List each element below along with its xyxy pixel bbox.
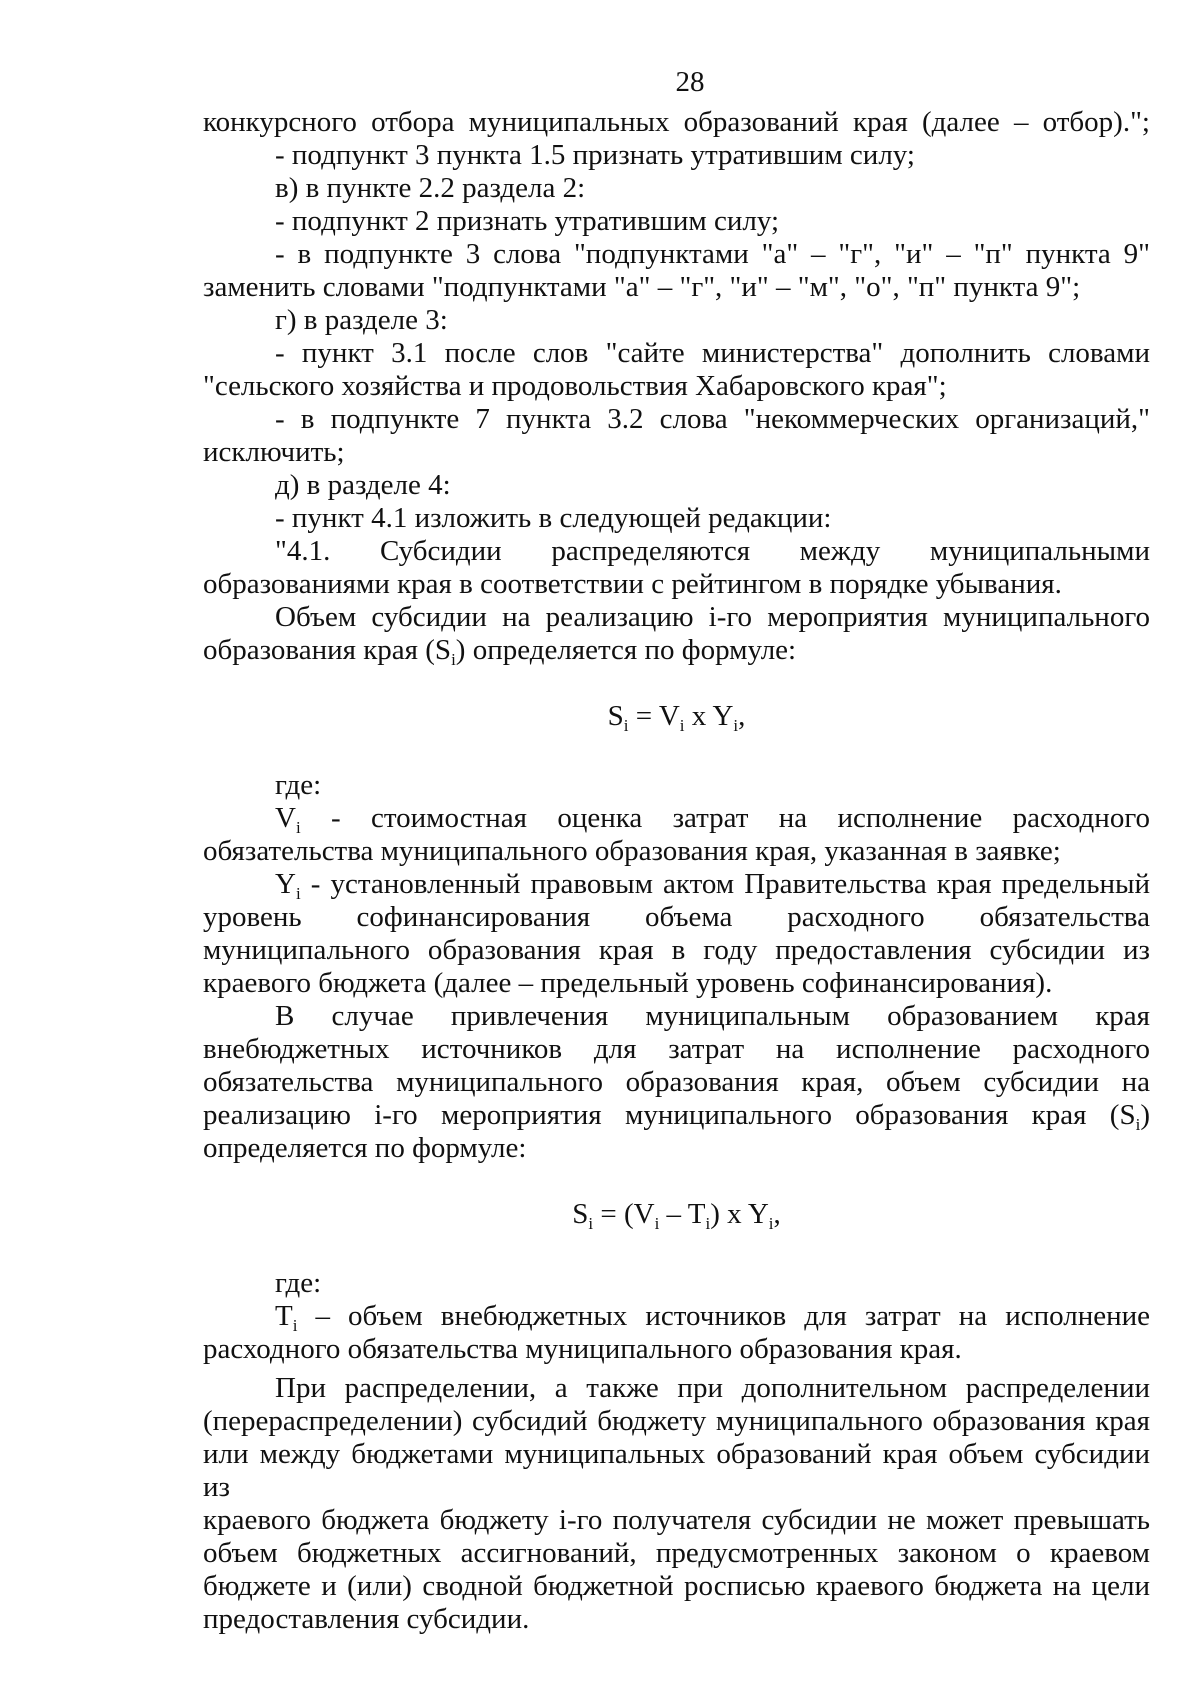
paragraph-line xyxy=(203,802,1150,835)
formula-symbol: Y xyxy=(712,700,734,732)
paragraph-line: - в подпункте 3 слова "подпунктами "а" – "г", "и" – "п" пункта 9" xyxy=(275,238,1150,270)
formula-operator: x xyxy=(684,700,713,732)
paragraph-line: В случае привлечения муниципальным образованием края xyxy=(275,1000,1150,1032)
paragraph-line: расходного обязательства муниципального образования края. xyxy=(203,1333,962,1365)
formula-punct: ( xyxy=(623,1198,634,1230)
paragraph-line xyxy=(203,1300,1150,1333)
paragraph-line: уровень софинансирования объема расходного обязательства xyxy=(203,901,1150,933)
paragraph-line: заменить словами "подпунктами "а" – "г", "и" – "м", "о", "п" пункта 9"; xyxy=(203,271,1081,303)
page-number: 28 xyxy=(675,66,705,98)
formula-symbol: S xyxy=(572,1198,589,1230)
paragraph-line: г) в разделе 3: xyxy=(275,304,448,336)
subscript-i: i xyxy=(705,1214,711,1233)
formula-operator: x xyxy=(719,1198,748,1230)
paragraph-line: обязательства муниципального образования края, указанная в заявке; xyxy=(203,835,1061,867)
document-body xyxy=(203,106,1150,1636)
paragraph-line: краевого бюджета (далее – предельный уровень софинансирования). xyxy=(203,967,1053,999)
paragraph-line: объем бюджетных ассигнований, предусмотренных законом о краевом xyxy=(203,1537,1150,1569)
paragraph-line: "4.1. Субсидии распределяются между муниципальными xyxy=(275,535,1150,567)
paragraph-line: д) в разделе 4: xyxy=(275,469,451,501)
paragraph-line: бюджете и (или) сводной бюджетной росписью краевого бюджета на цели xyxy=(203,1570,1150,1602)
paragraph-line: где: xyxy=(275,1267,322,1299)
formula-punct: , xyxy=(773,1198,781,1230)
text-run: – объем внебюджетных источников для затрат на исполнение xyxy=(297,1300,1150,1332)
paragraph-line: где: xyxy=(275,769,322,801)
paragraph-line: краевого бюджета бюджету i-го получателя субсидии не может превышать xyxy=(203,1504,1150,1536)
paragraph-line: - подпункт 2 признать утратившим силу; xyxy=(275,205,780,237)
paragraph-line: - подпункт 3 пункта 1.5 признать утратившим силу; xyxy=(275,139,915,171)
formula-symbol: V xyxy=(658,700,680,732)
subscript-i: i xyxy=(654,1214,660,1233)
paragraph-line: При распределении, а также при дополнительном распределении xyxy=(275,1372,1150,1404)
subscript-i: i xyxy=(451,650,456,669)
formula-1 xyxy=(203,700,1150,733)
formula-operator: = xyxy=(628,700,659,732)
formula-operator: – xyxy=(659,1198,688,1230)
formula-operator: = xyxy=(593,1198,624,1230)
paragraph-line: - в подпункте 7 пункта 3.2 слова "некоммерческих организаций," xyxy=(275,403,1150,435)
paragraph-line: образованиями края в соответствии с рейтингом в порядке убывания. xyxy=(203,568,1062,600)
formula-symbol: Y xyxy=(275,868,296,900)
subscript-i: i xyxy=(733,716,739,735)
formula-2 xyxy=(203,1198,1150,1231)
paragraph-line: исключить; xyxy=(203,436,345,468)
paragraph-line: определяется по формуле: xyxy=(203,1132,527,1164)
formula-symbol: T xyxy=(275,1300,293,1332)
paragraph-line: обязательства муниципального образования края, объем субсидии на xyxy=(203,1066,1150,1098)
paragraph-line xyxy=(203,1099,1150,1132)
paragraph-line: в) в пункте 2.2 раздела 2: xyxy=(275,172,586,204)
paragraph-line xyxy=(203,634,1150,667)
paragraph-line: или между бюджетами муниципальных образований края объем субсидии из xyxy=(203,1438,1150,1503)
text-run: - установленный правовым актом Правительства края предельный xyxy=(300,868,1150,900)
subscript-i: i xyxy=(1135,1115,1141,1134)
formula-symbol: Y xyxy=(747,1198,769,1230)
text-run: реализацию i-го мероприятия муниципального образования края (S xyxy=(203,1099,1136,1131)
formula-symbol: V xyxy=(633,1198,655,1230)
paragraph-line: Объем субсидии на реализацию i-го мероприятия муниципального xyxy=(275,601,1150,633)
paragraph-line: - пункт 3.1 после слов "сайте министерства" дополнить словами xyxy=(275,337,1150,369)
paragraph-line: предоставления субсидии. xyxy=(203,1603,530,1635)
formula-symbol: S xyxy=(607,700,624,732)
formula-symbol: V xyxy=(275,802,296,834)
text-run: ) определяется по формуле: xyxy=(455,634,797,666)
paragraph-line: "сельского хозяйства и продовольствия Хабаровского края"; xyxy=(203,370,947,402)
paragraph-line: муниципального образования края в году предоставления субсидии из xyxy=(203,934,1150,966)
subscript-i: i xyxy=(768,1214,774,1233)
subscript-i: i xyxy=(295,884,301,903)
paragraph-line: - пункт 4.1 изложить в следующей редакции: xyxy=(275,502,832,534)
paragraph-line: внебюджетных источников для затрат на исполнение расходного xyxy=(203,1033,1150,1065)
formula-symbol: T xyxy=(687,1198,706,1230)
subscript-i: i xyxy=(588,1214,594,1233)
subscript-i: i xyxy=(295,818,301,837)
formula-punct: , xyxy=(738,700,746,732)
subscript-i: i xyxy=(679,716,685,735)
paragraph-line: конкурсного отбора муниципальных образований края (далее – отбор)."; xyxy=(203,106,1150,138)
subscript-i: i xyxy=(292,1316,298,1335)
paragraph-line: (перераспределении) субсидий бюджету муниципального образования края xyxy=(203,1405,1150,1437)
text-run: - стоимостная оценка затрат на исполнение расходного xyxy=(300,802,1150,834)
subscript-i: i xyxy=(623,716,629,735)
formula-punct: ) xyxy=(710,1198,720,1230)
text-run: ) xyxy=(1140,1099,1150,1131)
text-run: образования края (S xyxy=(203,634,452,666)
paragraph-line xyxy=(203,868,1150,901)
